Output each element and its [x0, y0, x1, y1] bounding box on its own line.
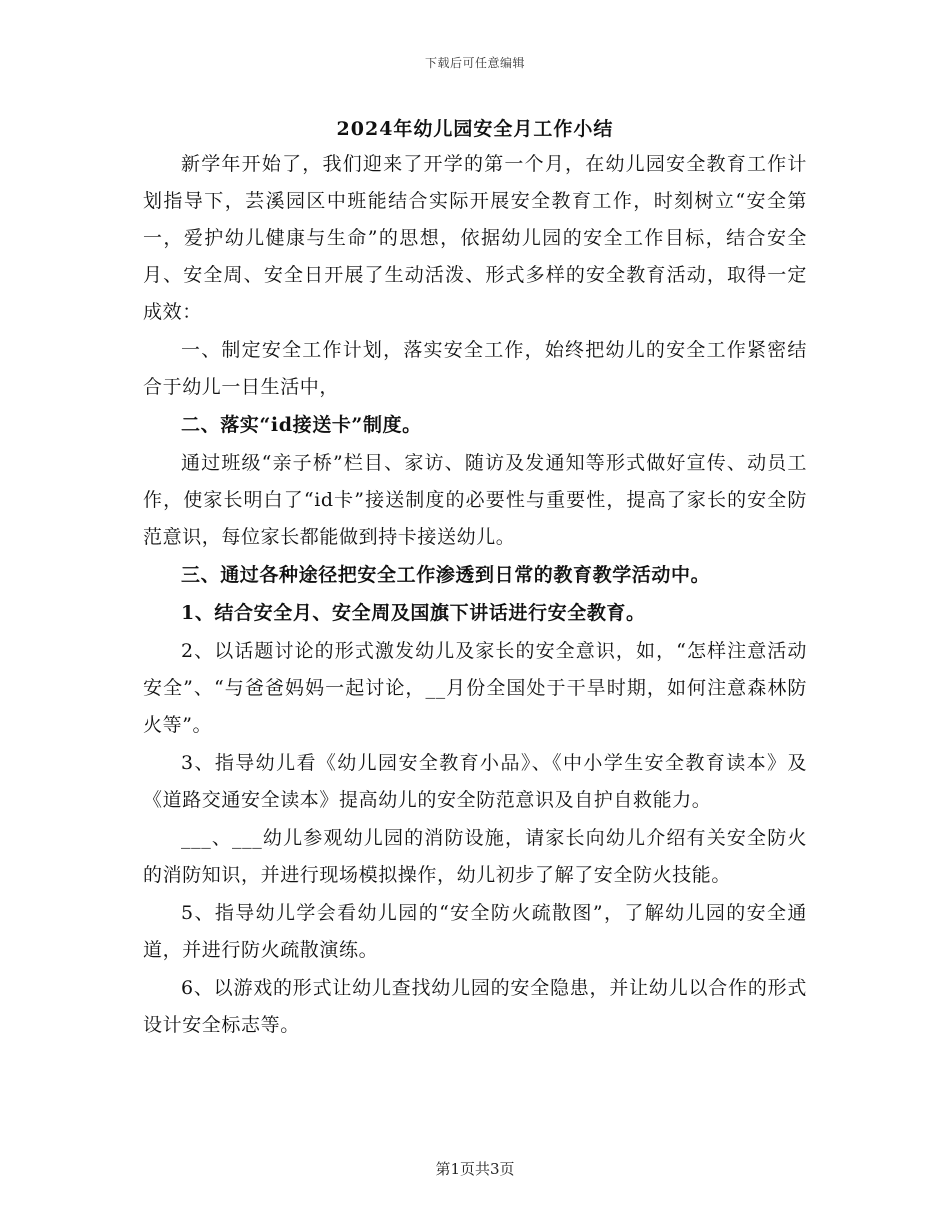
heading-section-2: 二、落实“id接送卡”制度。: [181, 414, 422, 436]
header-note: 下载后可任意编辑: [424, 56, 525, 70]
list-item-4: ___、___幼儿参观幼儿园的消防设施，请家长向幼儿介绍有关安全防火的消防知识，并进行现场模拟操作，幼儿初步了解了安全防火技能。: [143, 827, 807, 886]
document-title: 2024年幼儿园安全月工作小结: [336, 118, 614, 140]
list-item-3: 3、指导幼儿看《幼儿园安全教育小品》、《中小学生安全教育读本》及《道路交通安全读本》提高幼儿的安全防范意识及自护自救能力。: [143, 752, 807, 811]
list-item-5: 5、指导幼儿学会看幼儿园的“安全防火疏散图”，了解幼儿园的安全通道，并进行防火疏散演练。: [143, 902, 807, 961]
paragraph-section-2: 通过班级“亲子桥”栏目、家访、随访及发通知等形式做好宣传、动员工作，使家长明白了“id卡”接送制度的必要性与重要性，提高了家长的安全防范意识，每位家长都能做到持卡接送幼儿。: [143, 452, 807, 548]
heading-section-3: 三、通过各种途径把安全工作渗透到日常的教育教学活动中。: [181, 564, 711, 586]
paragraph-intro: 新学年开始了，我们迎来了开学的第一个月，在幼儿园安全教育工作计划指导下，芸溪园区中班能结合实际开展安全教育工作，时刻树立“安全第一，爱护幼儿健康与生命”的思想，依据幼儿园的安全工作目标，结合安全月、安全周、安全日开展了生动活泼、形式多样的安全教育活动，取得一定成效：: [143, 153, 807, 323]
list-item-6: 6、以游戏的形式让幼儿查找幼儿园的安全隐患，并让幼儿以合作的形式设计安全标志等。: [143, 977, 807, 1036]
document-body: [143, 116, 807, 1045]
list-item-1: 1、结合安全月、安全周及国旗下讲话进行安全教育。: [181, 602, 646, 624]
paragraph-section-1: 一、制定安全工作计划，落实安全工作，始终把幼儿的安全工作紧密结合于幼儿一日生活中，: [143, 339, 807, 398]
page-number: 第1页共3页: [435, 1160, 515, 1178]
list-item-2: 2、以话题讨论的形式激发幼儿及家长的安全意识，如，“怎样注意活动安全”、“与爸爸妈妈一起讨论，__月份全国处于干旱时期，如何注意森林防火等”。: [143, 640, 807, 736]
